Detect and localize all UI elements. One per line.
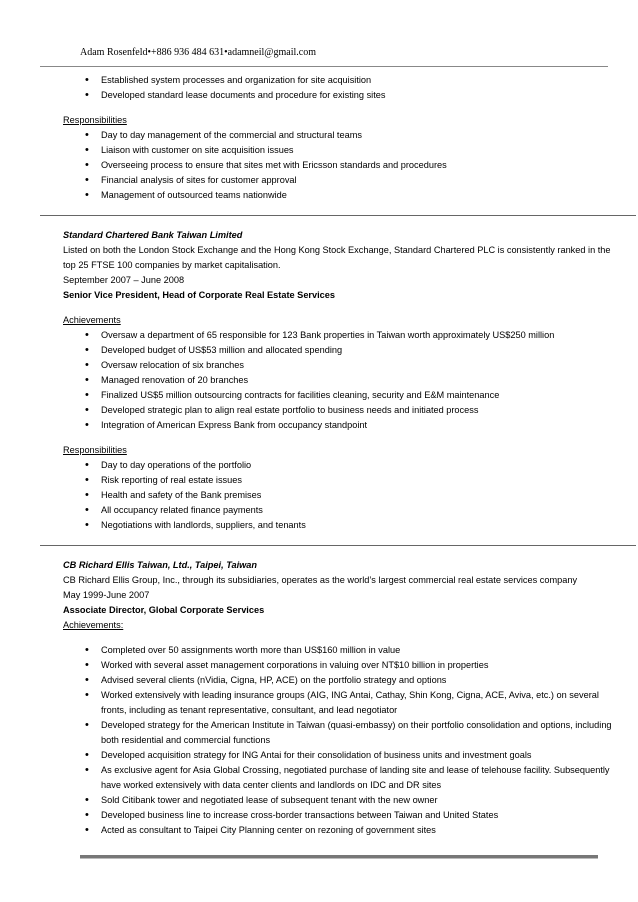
list-item: • Acted as consultant to Taipei City Planning center on rezoning of government sites <box>63 823 613 838</box>
list-item: • Worked with several asset management corporations in valuing over NT$10 billion in properties <box>63 658 613 673</box>
job1-responsibilities-heading: Responsibilities <box>63 445 127 455</box>
list-item: • Developed business line to increase cross-border transactions between Taiwan and United States <box>63 808 613 823</box>
job1-title: Senior Vice President, Head of Corporate Real Estate Services <box>63 290 335 300</box>
list-item: • Day to day management of the commercial and structural teams <box>63 128 613 143</box>
list-item: • As exclusive agent for Asia Global Crossing, negotiated purchase of landing site and lease of telehouse facility. Subsequently have worked extensively with data center clients and landlords on IDC and DR sites <box>63 763 613 793</box>
job2-company: CB Richard Ellis Taiwan, Ltd., Taipei, Taiwan <box>63 560 257 570</box>
list-item: • Worked extensively with leading insurance groups (AIG, ING Antai, Cathay, Shin Kong, Cigna, ACE, Aviva, etc.) on several fronts, including as tenant representative, consultant, and lead negotiator <box>63 688 613 718</box>
header-rule <box>40 66 608 67</box>
section-divider <box>40 545 636 546</box>
job1-achievements-heading: Achievements <box>63 315 121 325</box>
list-item: • Finalized US$5 million outsourcing contracts for facilities cleaning, security and E&M maintenance <box>63 388 613 403</box>
job2-dates: May 1999-June 2007 <box>63 590 150 600</box>
list-item: • Negotiations with landlords, suppliers, and tenants <box>63 518 613 533</box>
top-responsibilities-list <box>63 128 613 203</box>
list-item: • Oversaw relocation of six branches <box>63 358 613 373</box>
list-item: • Developed strategic plan to align real estate portfolio to business needs and initiated process <box>63 403 613 418</box>
list-item: • Developed budget of US$53 million and allocated spending <box>63 343 613 358</box>
list-item: • Risk reporting of real estate issues <box>63 473 613 488</box>
list-item: • Completed over 50 assignments worth more than US$160 million in value <box>63 643 613 658</box>
list-item: • Health and safety of the Bank premises <box>63 488 613 503</box>
job2-achievements-heading: Achievements: <box>63 620 124 630</box>
list-item: • Developed acquisition strategy for ING Antai for their consolidation of business units and investment goals <box>63 748 613 763</box>
list-item: • Day to day operations of the portfolio <box>63 458 613 473</box>
list-item: • All occupancy related finance payments <box>63 503 613 518</box>
list-item: • Advised several clients (nVidia, Cigna, HP, ACE) on the portfolio strategy and options <box>63 673 613 688</box>
list-item: • Overseeing process to ensure that sites met with Ericsson standards and procedures <box>63 158 613 173</box>
list-item: • Liaison with customer on site acquisition issues <box>63 143 613 158</box>
section-divider <box>40 215 636 216</box>
list-item: • Developed strategy for the American Institute in Taiwan (quasi-embassy) on their portfolio consolidation and options, including both residential and commercial functions <box>63 718 613 748</box>
job1-dates: September 2007 – June 2008 <box>63 275 185 285</box>
list-item: • Management of outsourced teams nationwide <box>63 188 613 203</box>
list-item: • Sold Citibank tower and negotiated lease of subsequent tenant with the new owner <box>63 793 613 808</box>
list-item: • Established system processes and organization for site acquisition <box>63 73 613 88</box>
resume-header: Adam Rosenfeld•+886 936 484 631•adamneil@gmail.com <box>80 47 316 58</box>
resume-content <box>63 73 613 838</box>
footer-rule <box>80 855 598 859</box>
list-item: • Financial analysis of sites for customer approval <box>63 173 613 188</box>
job1-description: Listed on both the London Stock Exchange and the Hong Kong Stock Exchange, Standard Chartered PLC is consistently ranked in the top 25 FTSE 100 companies by market capitalisation. <box>63 245 611 270</box>
job2-achievements-list <box>63 643 613 838</box>
responsibilities-heading: Responsibilities <box>63 115 127 125</box>
top-items-list <box>63 73 613 103</box>
list-item: • Oversaw a department of 65 responsible for 123 Bank properties in Taiwan worth approximately US$250 million <box>63 328 613 343</box>
job2-title: Associate Director, Global Corporate Services <box>63 605 265 615</box>
list-item: • Managed renovation of 20 branches <box>63 373 613 388</box>
job1-achievements-list <box>63 328 613 433</box>
list-item: • Developed standard lease documents and procedure for existing sites <box>63 88 613 103</box>
list-item: • Integration of American Express Bank from occupancy standpoint <box>63 418 613 433</box>
job1-responsibilities-list <box>63 458 613 533</box>
job1-company: Standard Chartered Bank Taiwan Limited <box>63 230 243 240</box>
job2-description: CB Richard Ellis Group, Inc., through its subsidiaries, operates as the world’s largest commercial real estate services company <box>63 575 578 585</box>
